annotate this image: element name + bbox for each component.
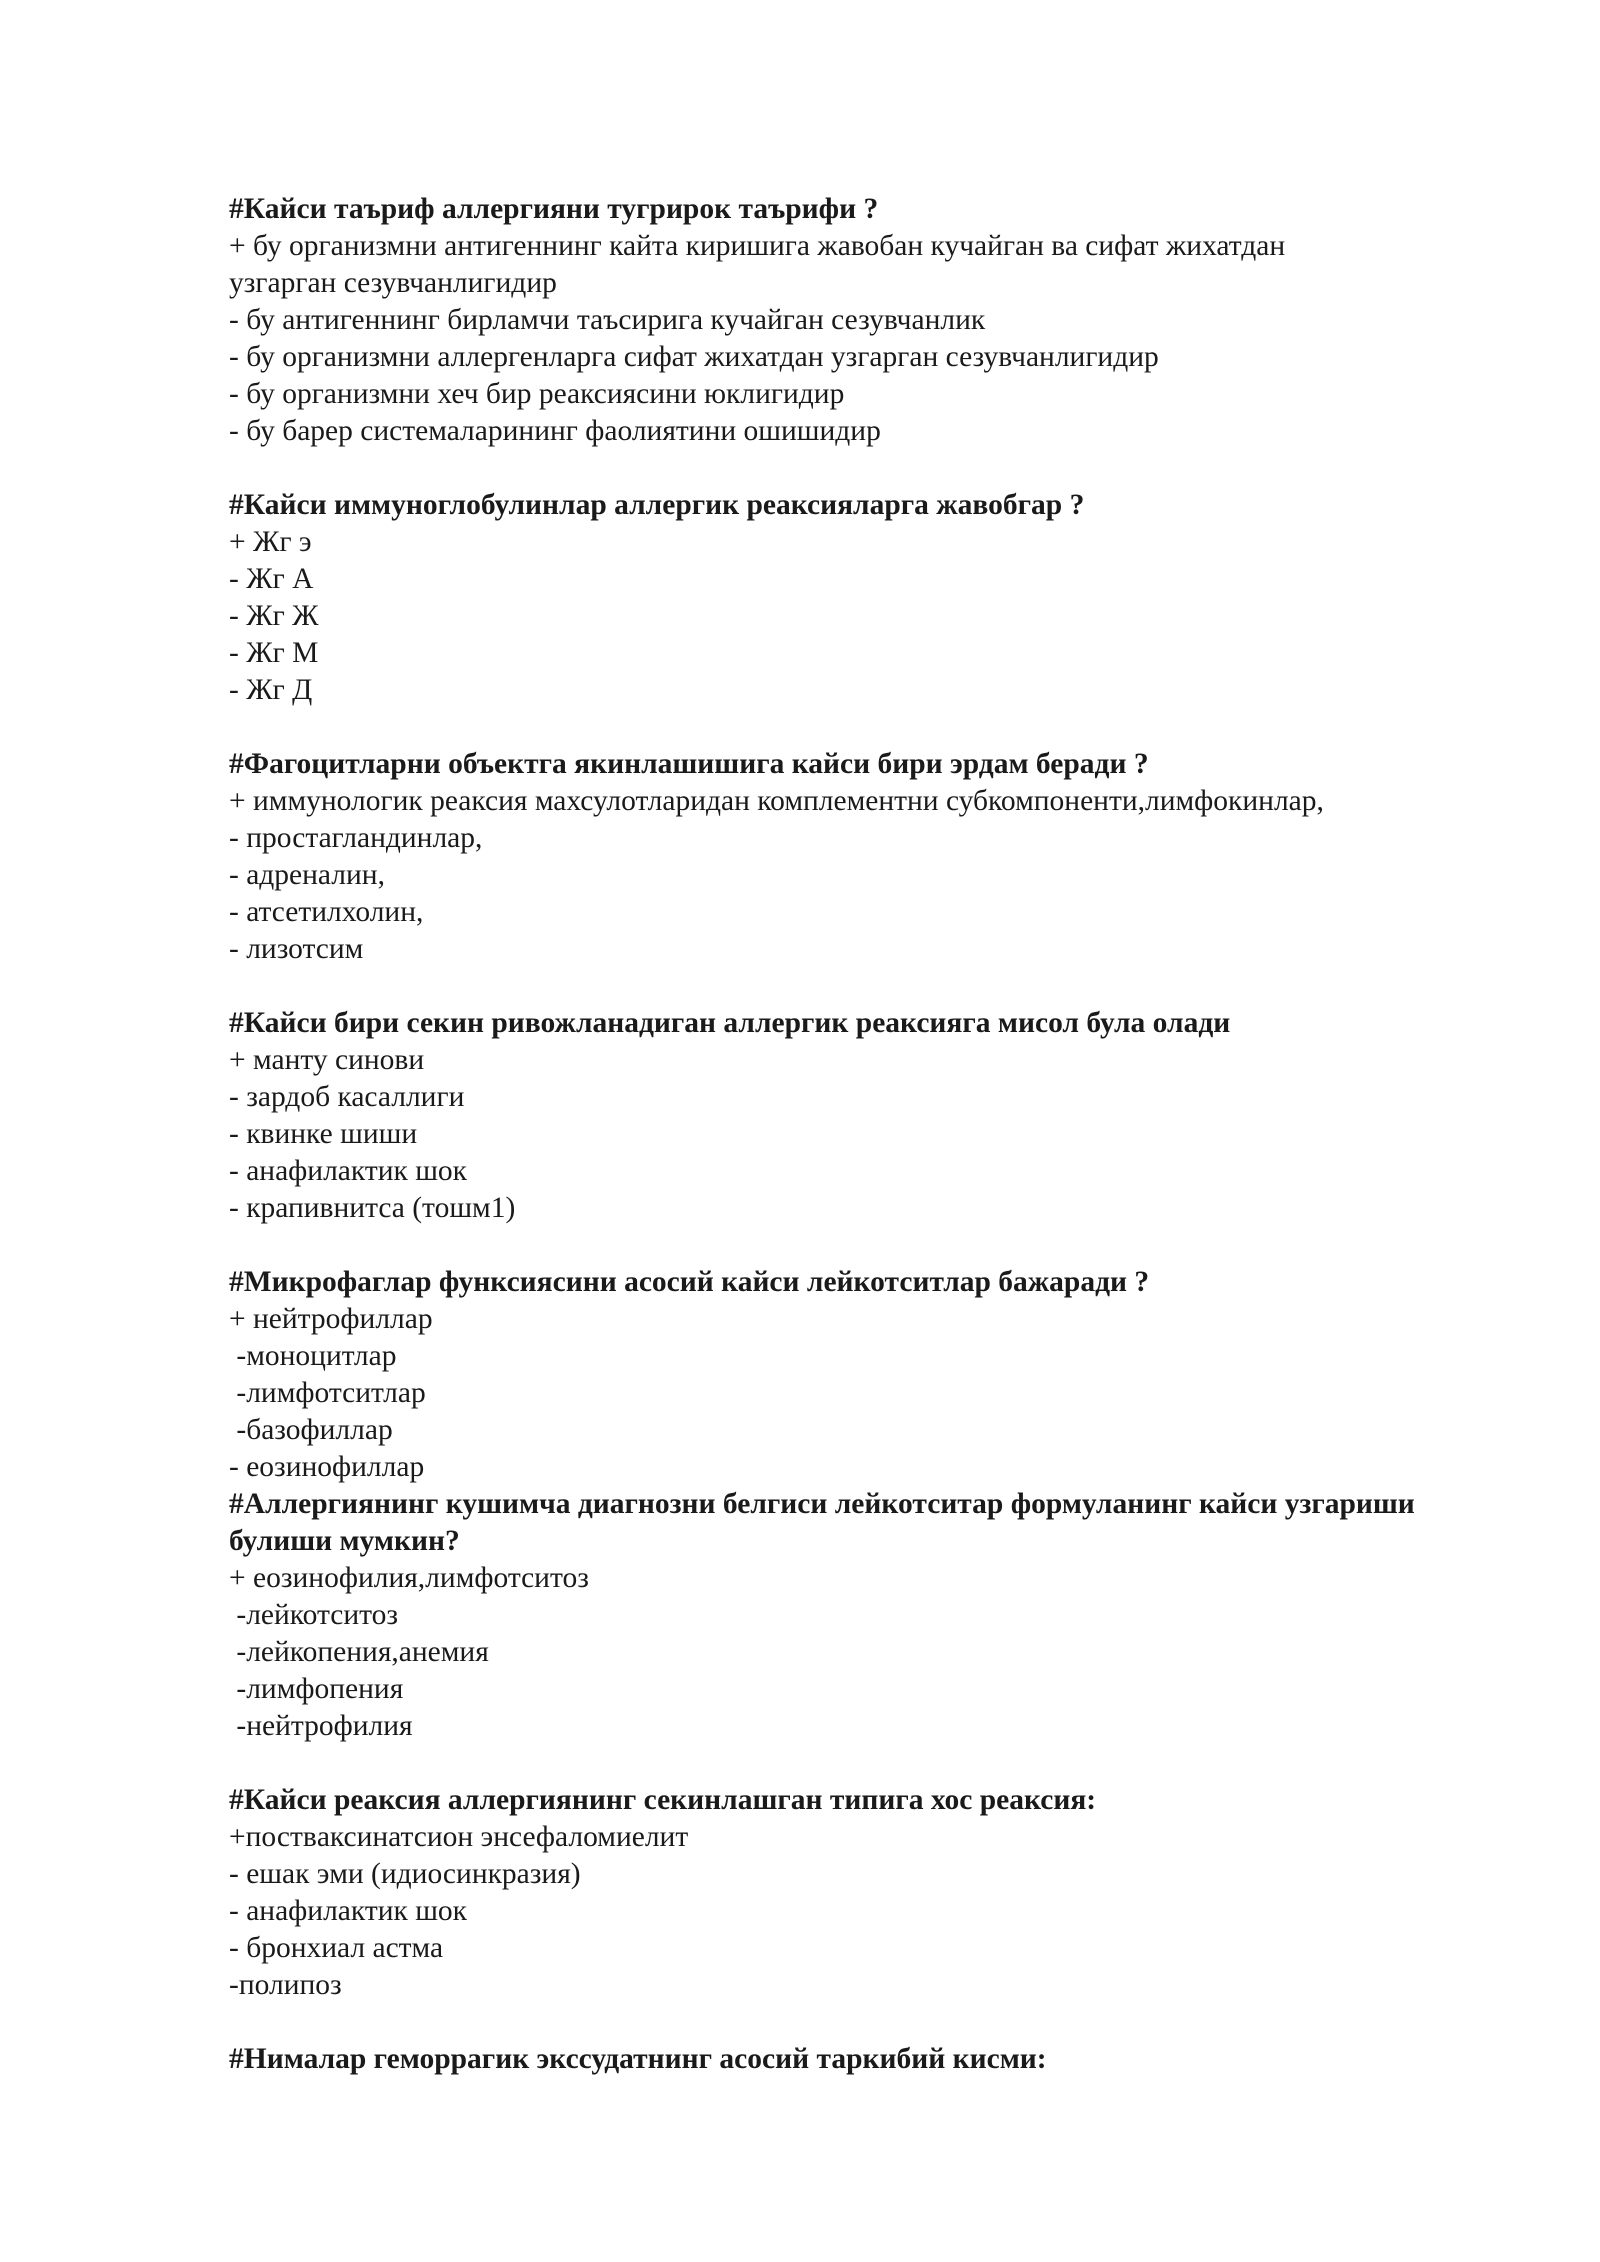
question-block xyxy=(229,191,1489,450)
question-title: #Фагоцитларни объектга якинлашишига кайси бири эрдам беради ? xyxy=(229,748,1149,780)
question-title: #Нималар геморрагик экссудатнинг асосий таркибий кисми: xyxy=(229,2043,1047,2075)
question-title: #Кайси бири секин ривожланадиган аллергик реаксияга мисол була олади xyxy=(229,1007,1231,1039)
answer-option: - зардоб касаллиги xyxy=(229,1081,465,1113)
answer-option: -нейтрофилия xyxy=(229,1710,413,1742)
answer-option: + манту синови xyxy=(229,1044,425,1076)
answer-option: - Жг Д xyxy=(229,674,313,706)
answer-option: - еозинофиллар xyxy=(229,1451,425,1483)
answer-option: - простагландинлар, xyxy=(229,822,483,854)
answer-option: -базофиллар xyxy=(229,1414,393,1446)
question-title: #Кайси иммуноглобулинлар аллергик реаксияларга жавобгар ? xyxy=(229,489,1085,521)
answer-option: + Жг э xyxy=(229,526,312,558)
answer-option: - крапивнитса (тошм1) xyxy=(229,1192,516,1224)
answer-option: - бу антигеннинг бирламчи таъсирига кучайган сезувчанлик xyxy=(229,304,986,336)
answer-option: - ешак эми (идиосинкразия) xyxy=(229,1858,581,1890)
question-block xyxy=(229,1782,1489,2004)
question-block xyxy=(229,1264,1489,1486)
question-block xyxy=(229,487,1489,709)
answer-option: узгарган сезувчанлигидир xyxy=(229,267,557,299)
document-page xyxy=(229,191,1489,2078)
question-block xyxy=(229,1005,1489,1227)
answer-option: - Жг А xyxy=(229,563,314,595)
answer-option: - квинке шиши xyxy=(229,1118,418,1150)
answer-option: - анафилактик шок xyxy=(229,1895,468,1927)
answer-option: - бронхиал астма xyxy=(229,1932,444,1964)
answer-option: -лимфотситлар xyxy=(229,1377,426,1409)
answer-option: - бу организмни аллергенларга сифат жихатдан узгарган сезувчанлигидир xyxy=(229,341,1159,373)
answer-option: - бу барер системаларининг фаолиятини ошишидир xyxy=(229,415,881,447)
answer-option: - бу организмни хеч бир реаксиясини юклигидир xyxy=(229,378,845,410)
answer-option: -лейкотситоз xyxy=(229,1599,399,1631)
answer-option: - атсетилхолин, xyxy=(229,896,424,928)
question-title: #Кайси реаксия аллергиянинг секинлашган типига хос реаксия: xyxy=(229,1784,1097,1816)
answer-option: + иммунологик реаксия махсулотларидан комплементни субкомпоненти,лимфокинлар, xyxy=(229,785,1324,817)
answer-option: - анафилактик шок xyxy=(229,1155,468,1187)
answer-option: - лизотсим xyxy=(229,933,364,965)
answer-option: +поствaксинатсион энсефаломиелит xyxy=(229,1821,689,1853)
answer-option: + бу организмни антигеннинг кайта киришига жавобан кучайган ва сифат жихатдан xyxy=(229,230,1286,262)
question-block xyxy=(229,1486,1489,1745)
answer-option: -полипоз xyxy=(229,1969,342,2001)
answer-option: - адреналин, xyxy=(229,859,385,891)
answer-option: -лейкопения,анемия xyxy=(229,1636,489,1668)
answer-option: -лимфопения xyxy=(229,1673,404,1705)
answer-option: -моноцитлар xyxy=(229,1340,397,1372)
answer-option: - Жг Ж xyxy=(229,600,319,632)
question-block xyxy=(229,746,1489,968)
answer-option: + нейтрофиллар xyxy=(229,1303,433,1335)
question-block xyxy=(229,2041,1489,2078)
question-title: #Микрофаглар функсиясини асосий кайси лейкотситлар бажаради ? xyxy=(229,1266,1150,1298)
answer-option: - Жг М xyxy=(229,637,319,669)
question-title: #Аллергиянинг кушимча диагнозни белгиси лейкотситар формуланинг кайси узгариши булиши мумкин? xyxy=(229,1488,1423,1557)
question-title: #Кайси таъриф аллергияни тугрирок таърифи ? xyxy=(229,193,879,225)
answer-option: + еозинофилия,лимфотситоз xyxy=(229,1562,589,1594)
